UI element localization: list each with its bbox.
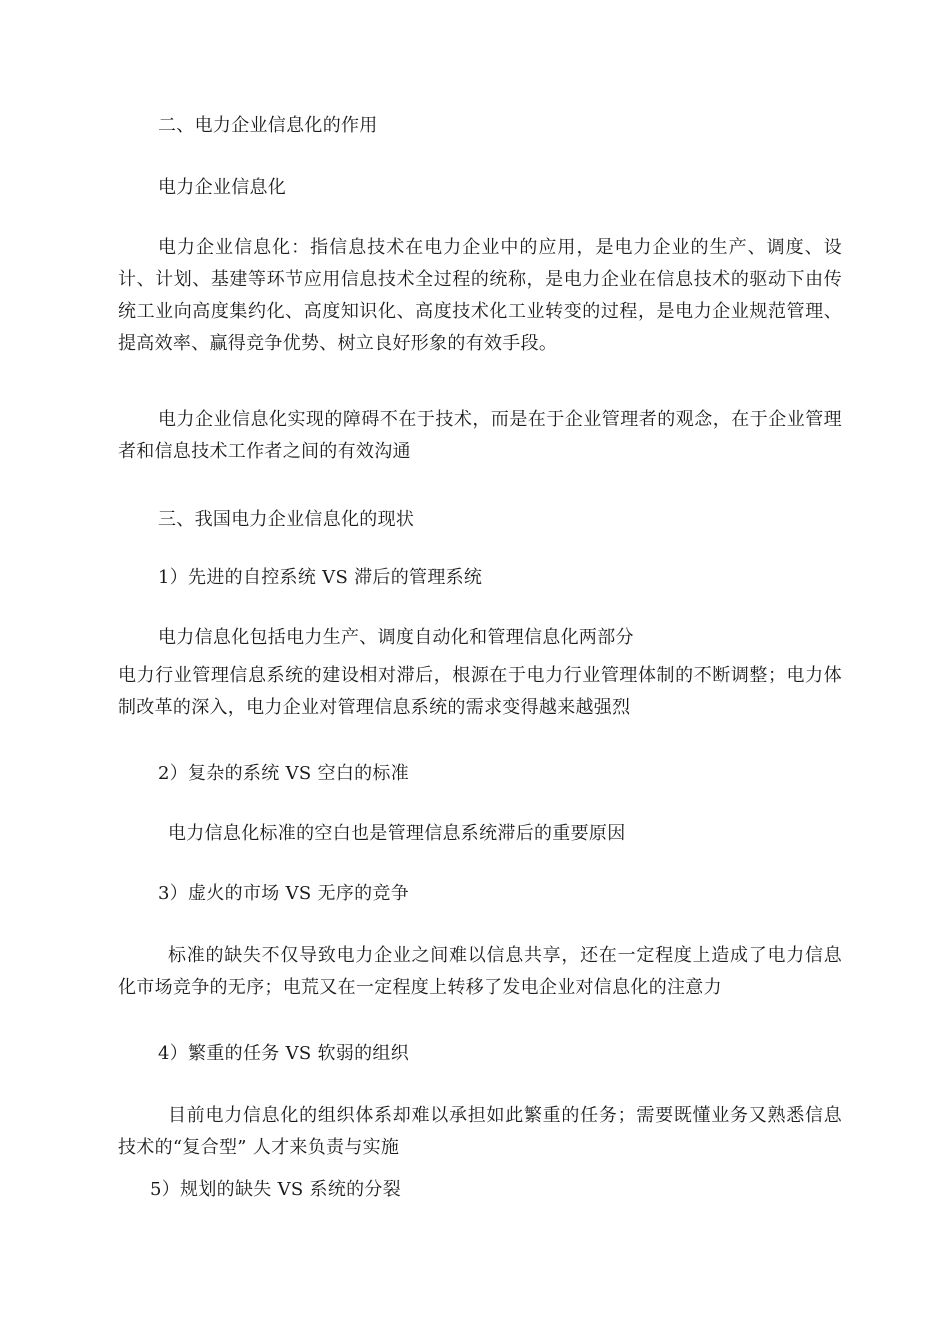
item-3-title: 3）虚火的市场 VS 无序的竞争 [158, 883, 410, 904]
paragraph-obstacle: 电力企业信息化实现的障碍不在于技术，而是在于企业管理者的观念，在于企业管理者和信息技术工作者之间的有效沟通 [118, 409, 842, 462]
item-2-text: 电力信息化标准的空白也是管理信息系统滞后的重要原因 [168, 823, 626, 844]
item-4-title: 4）繁重的任务 VS 软弱的组织 [158, 1043, 410, 1064]
item-2-title: 2）复杂的系统 VS 空白的标准 [158, 763, 410, 784]
section-heading-role: 二、电力企业信息化的作用 [158, 115, 378, 136]
item-1-text: 电力信息化包括电力生产、调度自动化和管理信息化两部分 [158, 627, 634, 648]
item-1-title: 1）先进的自控系统 VS 滞后的管理系统 [158, 567, 483, 588]
item-5-title: 5）规划的缺失 VS 系统的分裂 [150, 1179, 402, 1200]
item-3-paragraph: 标准的缺失不仅导致电力企业之间难以信息共享，还在一定程度上造成了电力信息化市场竞争的无序；电荒又在一定程度上转移了发电企业对信息化的注意力 [118, 945, 842, 998]
item-4-paragraph: 目前电力信息化的组织体系却难以承担如此繁重的任务；需要既懂业务又熟悉信息技术的“复合型” 人才来负责与实施 [118, 1105, 842, 1158]
item-1-paragraph: 电力行业管理信息系统的建设相对滞后，根源在于电力行业管理体制的不断调整；电力体制改革的深入，电力企业对管理信息系统的需求变得越来越强烈 [118, 665, 842, 718]
subheading-informatization: 电力企业信息化 [158, 177, 287, 198]
paragraph-definition: 电力企业信息化：指信息技术在电力企业中的应用，是电力企业的生产、调度、设计、计划、基建等环节应用信息技术全过程的统称，是电力企业在信息技术的驱动下由传统工业向高度集约化、高度知识化、高度技术化工业转变的过程，是电力企业规范管理、提高效率、赢得竞争优势、树立良好形象的有效手段。 [118, 237, 842, 354]
section-heading-status: 三、我国电力企业信息化的现状 [158, 509, 415, 530]
